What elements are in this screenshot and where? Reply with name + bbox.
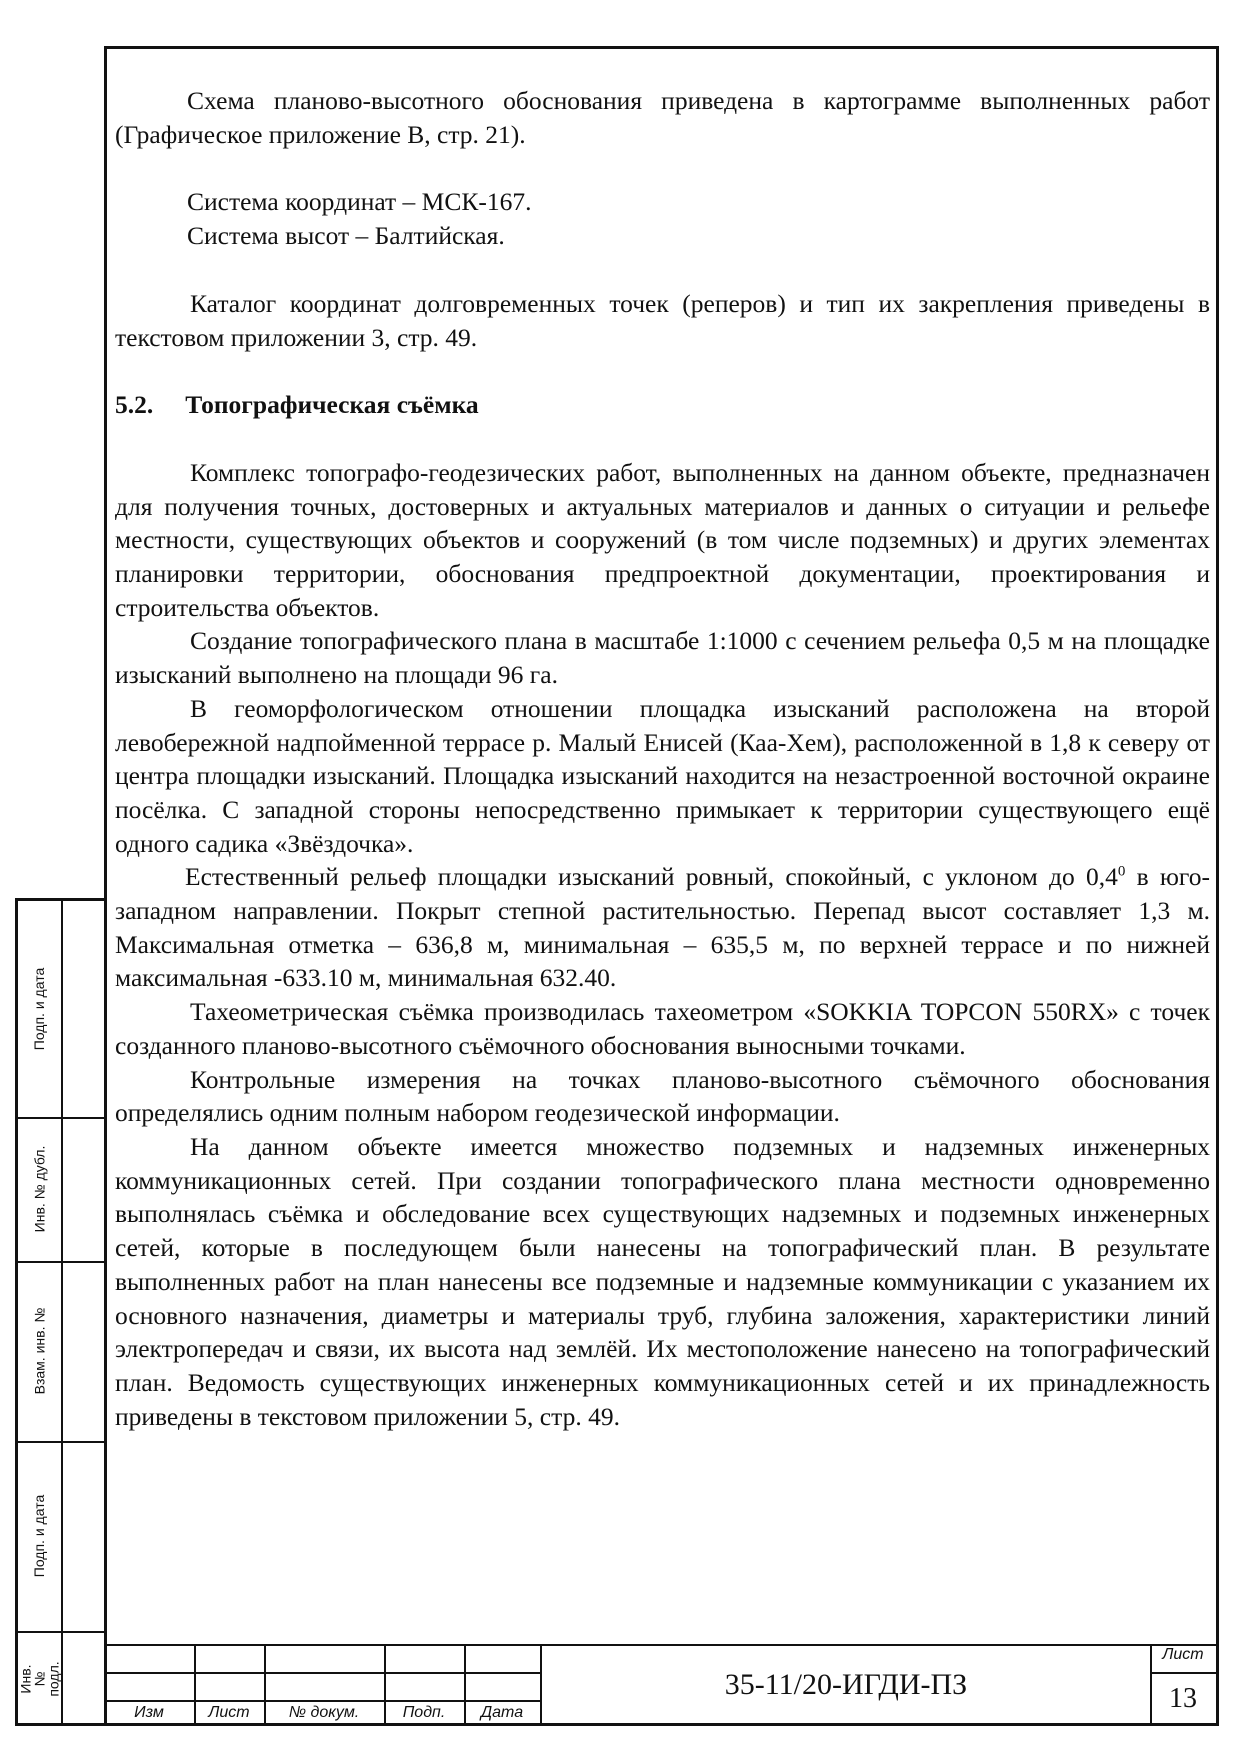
paragraph: В геоморфологическом отношении площадка изысканий расположена на второй левобережной надпойменной террасе р. Малый Енисей (Каа-Хем), расположенной в 1,8 к северу от центра площадки изысканий. Площадка изысканий находится на незастроенной восточной окраине посёлка. С западной стороны непосредственно примыкает к территории существующего ещё одного садика «Звёздочка». [115,693,1210,858]
paragraph: Система высот – Балтийская. [187,221,505,251]
title-block [104,1644,1219,1726]
col-list: Лист [208,1704,250,1721]
col-podp: Подп. [402,1704,446,1721]
sheet-label: Лист [1162,1646,1204,1663]
document-body [115,84,1210,1433]
side-label-vzam-inv: Взам. инв. № [31,1307,48,1395]
section-heading [115,388,1210,422]
document-number: 35-11/20-ИГДИ-ПЗ [724,1668,968,1701]
section-title: Топографическая съёмка [185,390,479,420]
paragraph: Тахеометрическая съёмка производилась тахеометром «SOKKIA TOPCON 550RX» с точек созданного планово-высотного съёмочного обоснования выносными точками. [115,997,1210,1060]
col-izm: Изм [134,1704,164,1721]
sheet-number: 13 [1169,1683,1197,1714]
side-label-podp-data-2: Подп. и дата [31,1494,48,1578]
paragraph: Естественный рельеф площадки изысканий ровный, спокойный, с уклоном до $0,4^0$ в юго-западном направлении. Покрыт степной растительностью. Перепад высот составляет 1,3 м. Максимальная отметка – 636,8 м, минимальная – 635,5 м, по верхней террасе и по нижней максимальная -633.10 м, минимальная 632.40. [115,862,1210,993]
side-label-podp-data-1: Подп. и дата [31,967,48,1051]
paragraph: Система координат – МСК-167. [187,187,532,217]
section-number: 5.2. [115,390,154,420]
paragraph: Создание топографического плана в масштабе 1:1000 с сечением рельефа 0,5 м на площадке изысканий выполнено на площади 96 га. [115,626,1210,690]
col-data: Дата [480,1704,524,1721]
paragraph: Комплекс топографо-геодезических работ, выполненных на данном объекте, предназначен для получения точных, достоверных и актуальных материалов и данных о ситуации и рельефе местности, существующих объектов и сооружений (в том числе подземных) и других элементах планировки территории, обоснования предпроектной документации, проектирования и строительства объектов. [115,457,1210,622]
paragraph: На данном объекте имеется множество подземных и надземных инженерных коммуникационных сетей. При создании топографического плана местности одновременно выполнялась съёмка и обследование всех существующих надземных и подземных инженерных сетей, которые в последующем были нанесены на топографический план. В результате выполненных работ на план нанесены все подземные и надземные коммуникации с указанием их основного назначения, диаметры и материалы труб, глубина заложения, характеристики линий электропередач и связи, их высота над землёй. Их местоположение нанесено на топографический план. Ведомость существующих инженерных коммуникационных сетей и их принадлежность приведены в текстовом приложении 5, стр. 49. [115,1131,1210,1431]
paragraph: Контрольные измерения на точках планово-высотного съёмочного обоснования определялись одним полным набором геодезической информации. [115,1064,1210,1128]
side-label-inv-podl: Инв. № подл. [17,1660,62,1697]
paragraph: Схема планово-высотного обоснования приведена в картограмме выполненных работ (Графическое приложение В, стр. 21). [115,86,1210,149]
paragraph: Каталог координат долговременных точек (реперов) и тип их закрепления приведены в текстовом приложении 3, стр. 49. [115,288,1210,352]
binding-column [15,898,104,1726]
col-dokum: № докум. [288,1704,360,1721]
binding-column-divider [61,901,63,1723]
side-label-inv-dubl: Инв. № дубл. [31,1145,48,1233]
